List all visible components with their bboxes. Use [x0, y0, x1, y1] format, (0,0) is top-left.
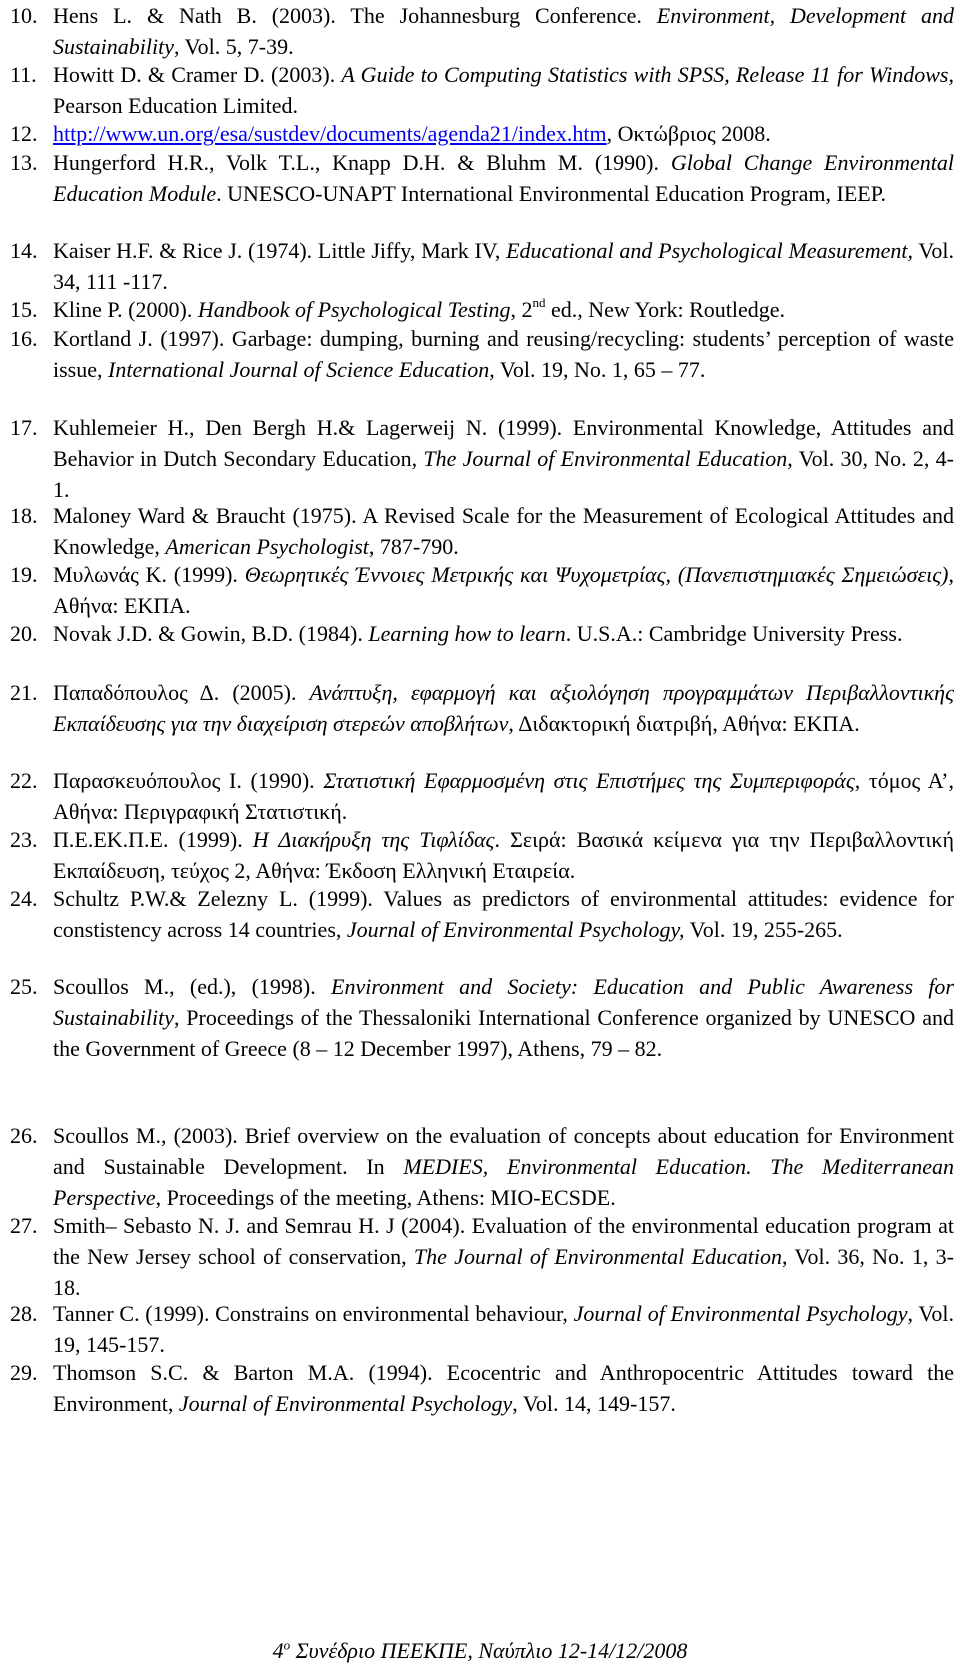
reference-title-italic: Environment and Society: Education and Public Awareness for Sustainability — [53, 974, 954, 1030]
reference-number: 20. — [10, 621, 38, 646]
reference-item — [10, 1357, 954, 1419]
reference-item — [10, 1120, 954, 1213]
reference-number: 12. — [10, 121, 38, 146]
reference-text: . Σειρά: Βασικά κείμενα για την Περιβαλλοντική Εκπαίδευση, τεύχος 2, Αθήνα: Έκδοση Ελληνική Εταιρεία. — [53, 827, 954, 883]
reference-text: Scoullos M., (2003). Brief overview on the evaluation of concepts about education for Environment and Sustainable Development. In — [53, 1123, 954, 1179]
reference-item — [10, 1298, 954, 1360]
reference-text: Novak J.D. & Gowin, B.D. (1984). — [53, 621, 369, 646]
reference-title-italic: International Journal of Science Education — [108, 357, 490, 382]
reference-number: 21. — [10, 680, 38, 705]
reference-number: 26. — [10, 1123, 38, 1148]
reference-text: Smith– Sebasto N. J. and Semrau H. J (2004). Evaluation of the environmental education program at the New Jersey school of conservation, — [53, 1213, 954, 1269]
reference-item — [10, 677, 954, 739]
reference-text: Π.Ε.ΕΚ.Π.Ε. (1999). — [53, 827, 253, 852]
reference-text: . U.S.A.: Cambridge University Press. — [565, 621, 903, 646]
reference-title-italic: Θεωρητικές Έννοιες Μετρικής και Ψυχομετρίας, (Πανεπιστημιακές Σημειώσεις) — [244, 562, 949, 587]
reference-text: Tanner C. (1999). Constrains on environmental behaviour, — [53, 1301, 574, 1326]
reference-number: 23. — [10, 827, 38, 852]
reference-item — [10, 294, 954, 325]
reference-text: , τόμος Α’, Αθήνα: Περιγραφική Στατιστική. — [53, 768, 954, 824]
reference-item — [10, 824, 954, 886]
reference-number: 14. — [10, 238, 38, 263]
reference-text: , Αθήνα: ΕΚΠΑ. — [53, 562, 955, 618]
reference-title-italic: Journal of Environmental Psychology, — [346, 917, 685, 942]
reference-title-italic: Educational and Psychological Measurement, — [506, 238, 913, 263]
reference-number: 25. — [10, 974, 38, 999]
reference-text: , Vol. 19, No. 1, 65 – 77. — [489, 357, 706, 382]
reference-title-italic: Journal of Environmental Psychology — [178, 1391, 513, 1416]
footer-number: 4 — [272, 1638, 284, 1663]
reference-number: 16. — [10, 326, 38, 351]
reference-item — [10, 323, 954, 385]
reference-text: , Vol. 30, No. 2, 4-1. — [53, 446, 954, 502]
reference-item — [10, 500, 954, 562]
reference-number: 13. — [10, 150, 38, 175]
reference-number: 28. — [10, 1301, 38, 1326]
reference-title-italic: A Guide to Computing Statistics with SPSS, Release 11 for Windows — [341, 62, 949, 87]
reference-item — [10, 118, 954, 149]
reference-item — [10, 559, 954, 621]
reference-title-italic: Journal of Environmental Psychology — [573, 1301, 908, 1326]
reference-text: Thomson S.C. & Barton M.A. (1994). Ecocentric and Anthropocentric Attitudes toward the Environment, — [53, 1360, 954, 1416]
reference-item — [10, 618, 954, 649]
reference-text: Παρασκευόπουλος Ι. (1990). — [53, 768, 324, 793]
reference-text: Scoullos M., (ed.), (1998). — [53, 974, 331, 999]
reference-number: 17. — [10, 415, 38, 440]
reference-title-italic: Handbook of Psychological Testing — [197, 297, 511, 322]
reference-text: , Proceedings of the meeting, Athens: MIO-ECSDE. — [155, 1185, 616, 1210]
reference-number: 15. — [10, 297, 38, 322]
footer-ordinal: ο — [283, 1637, 291, 1653]
reference-number: 11. — [10, 62, 37, 87]
reference-text: Kortland J. (1997). Garbage: dumping, burning and reusing/recycling: students’ perception of waste issue, — [53, 326, 954, 382]
reference-item — [10, 765, 954, 827]
reference-title-italic: Η Διακήρυξη της Τιφλίδας — [252, 827, 495, 852]
reference-text: Kline P. (2000). — [53, 297, 198, 322]
reference-item — [10, 412, 954, 505]
reference-number: 22. — [10, 768, 38, 793]
reference-text: , Vol. 5, 7-39. — [174, 34, 294, 59]
footer-text: Συνέδριο ΠΕΕΚΠΕ, Ναύπλιο 12-14/12/2008 — [290, 1638, 688, 1663]
reference-number: 19. — [10, 562, 38, 587]
reference-item — [10, 1210, 954, 1303]
reference-item — [10, 0, 954, 62]
reference-number: 18. — [10, 503, 38, 528]
reference-url-link[interactable]: http://www.un.org/esa/sustdev/documents/agenda21/index.htm — [53, 121, 607, 146]
reference-number: 24. — [10, 886, 38, 911]
reference-text: . UNESCO-UNAPT International Environmental Education Program, IEEP. — [216, 181, 887, 206]
reference-text: Kaiser H.F. & Rice J. (1974). Little Jiffy, Mark IV, — [53, 238, 507, 263]
reference-title-italic: Environment, Development and Sustainability — [53, 3, 954, 59]
reference-item — [10, 971, 954, 1064]
reference-text: Hungerford H.R., Volk T.L., Knapp D.H. & Bluhm M. (1990). — [53, 150, 671, 175]
reference-superscript: nd — [532, 294, 546, 310]
reference-text: ed., New York: Routledge. — [545, 297, 786, 322]
reference-number: 29. — [10, 1360, 38, 1385]
page-footer — [0, 1636, 960, 1666]
reference-title-italic: Στατιστική Εφαρμοσμένη στις Επιστήμες της Συμπεριφοράς — [323, 768, 855, 793]
reference-item — [10, 235, 954, 297]
reference-text: , Vol. 36, No. 1, 3-18. — [53, 1244, 954, 1300]
reference-text: Παπαδόπουλος Δ. (2005). — [53, 680, 310, 705]
reference-text: Vol. 19, 255-265. — [684, 917, 843, 942]
reference-text: Maloney Ward & Braucht (1975). A Revised Scale for the Measurement of Ecological Attitudes and Knowledge, — [53, 503, 954, 559]
reference-text: , Διδακτορική διατριβή, Αθήνα: ΕΚΠΑ. — [508, 711, 860, 736]
reference-title-italic: Global Change Environmental Education Module — [53, 150, 954, 206]
reference-title-italic: The Journal of Environmental Education — [413, 1244, 782, 1269]
reference-text: , 2 — [510, 297, 533, 322]
reference-item — [10, 883, 954, 945]
reference-text: Howitt D. & Cramer D. (2003). — [53, 62, 342, 87]
reference-number: 27. — [10, 1213, 38, 1238]
reference-text: , Proceedings of the Thessaloniki International Conference organized by UNESCO and the Government of Greece (8 – 12 December 1997), Athens, 79 – 82. — [53, 1005, 954, 1061]
reference-text: Vol. 34, 111 -117. — [53, 238, 954, 294]
reference-title-italic: The Journal of Environmental Education — [423, 446, 788, 471]
reference-title-italic: MEDIES, Environmental Education. The Mediterranean Perspective — [53, 1154, 954, 1210]
reference-text: , Vol. 19, 145-157. — [53, 1301, 954, 1357]
reference-number: 10. — [10, 3, 38, 28]
reference-text: Schultz P.W.& Zelezny L. (1999). Values as predictors of environmental attitudes: evidence for constistency across 14 countries, — [53, 886, 954, 942]
reference-title-italic: Ανάπτυξη, εφαρμογή και αξιολόγηση προγραμμάτων Περιβαλλοντικής Εκπαίδευσης για την διαχείριση στερεών αποβλήτων — [53, 680, 954, 736]
reference-item — [10, 59, 954, 121]
reference-item — [10, 147, 954, 209]
reference-text: Μυλωνάς Κ. (1999). — [53, 562, 245, 587]
reference-text: , Οκτώβριος 2008. — [606, 121, 771, 146]
reference-text: , Pearson Education Limited. — [53, 62, 954, 118]
reference-text: , Vol. 14, 149-157. — [512, 1391, 676, 1416]
reference-title-italic: Learning how to learn — [368, 621, 566, 646]
reference-text: Hens L. & Nath B. (2003). The Johannesburg Conference. — [53, 3, 657, 28]
reference-text: Kuhlemeier H., Den Bergh H.& Lagerweij N. (1999). Environmental Knowledge, Attitudes and Behavior in Dutch Secondary Education, — [53, 415, 954, 471]
reference-title-italic: American Psychologist — [165, 534, 369, 559]
reference-text: , 787-790. — [368, 534, 459, 559]
